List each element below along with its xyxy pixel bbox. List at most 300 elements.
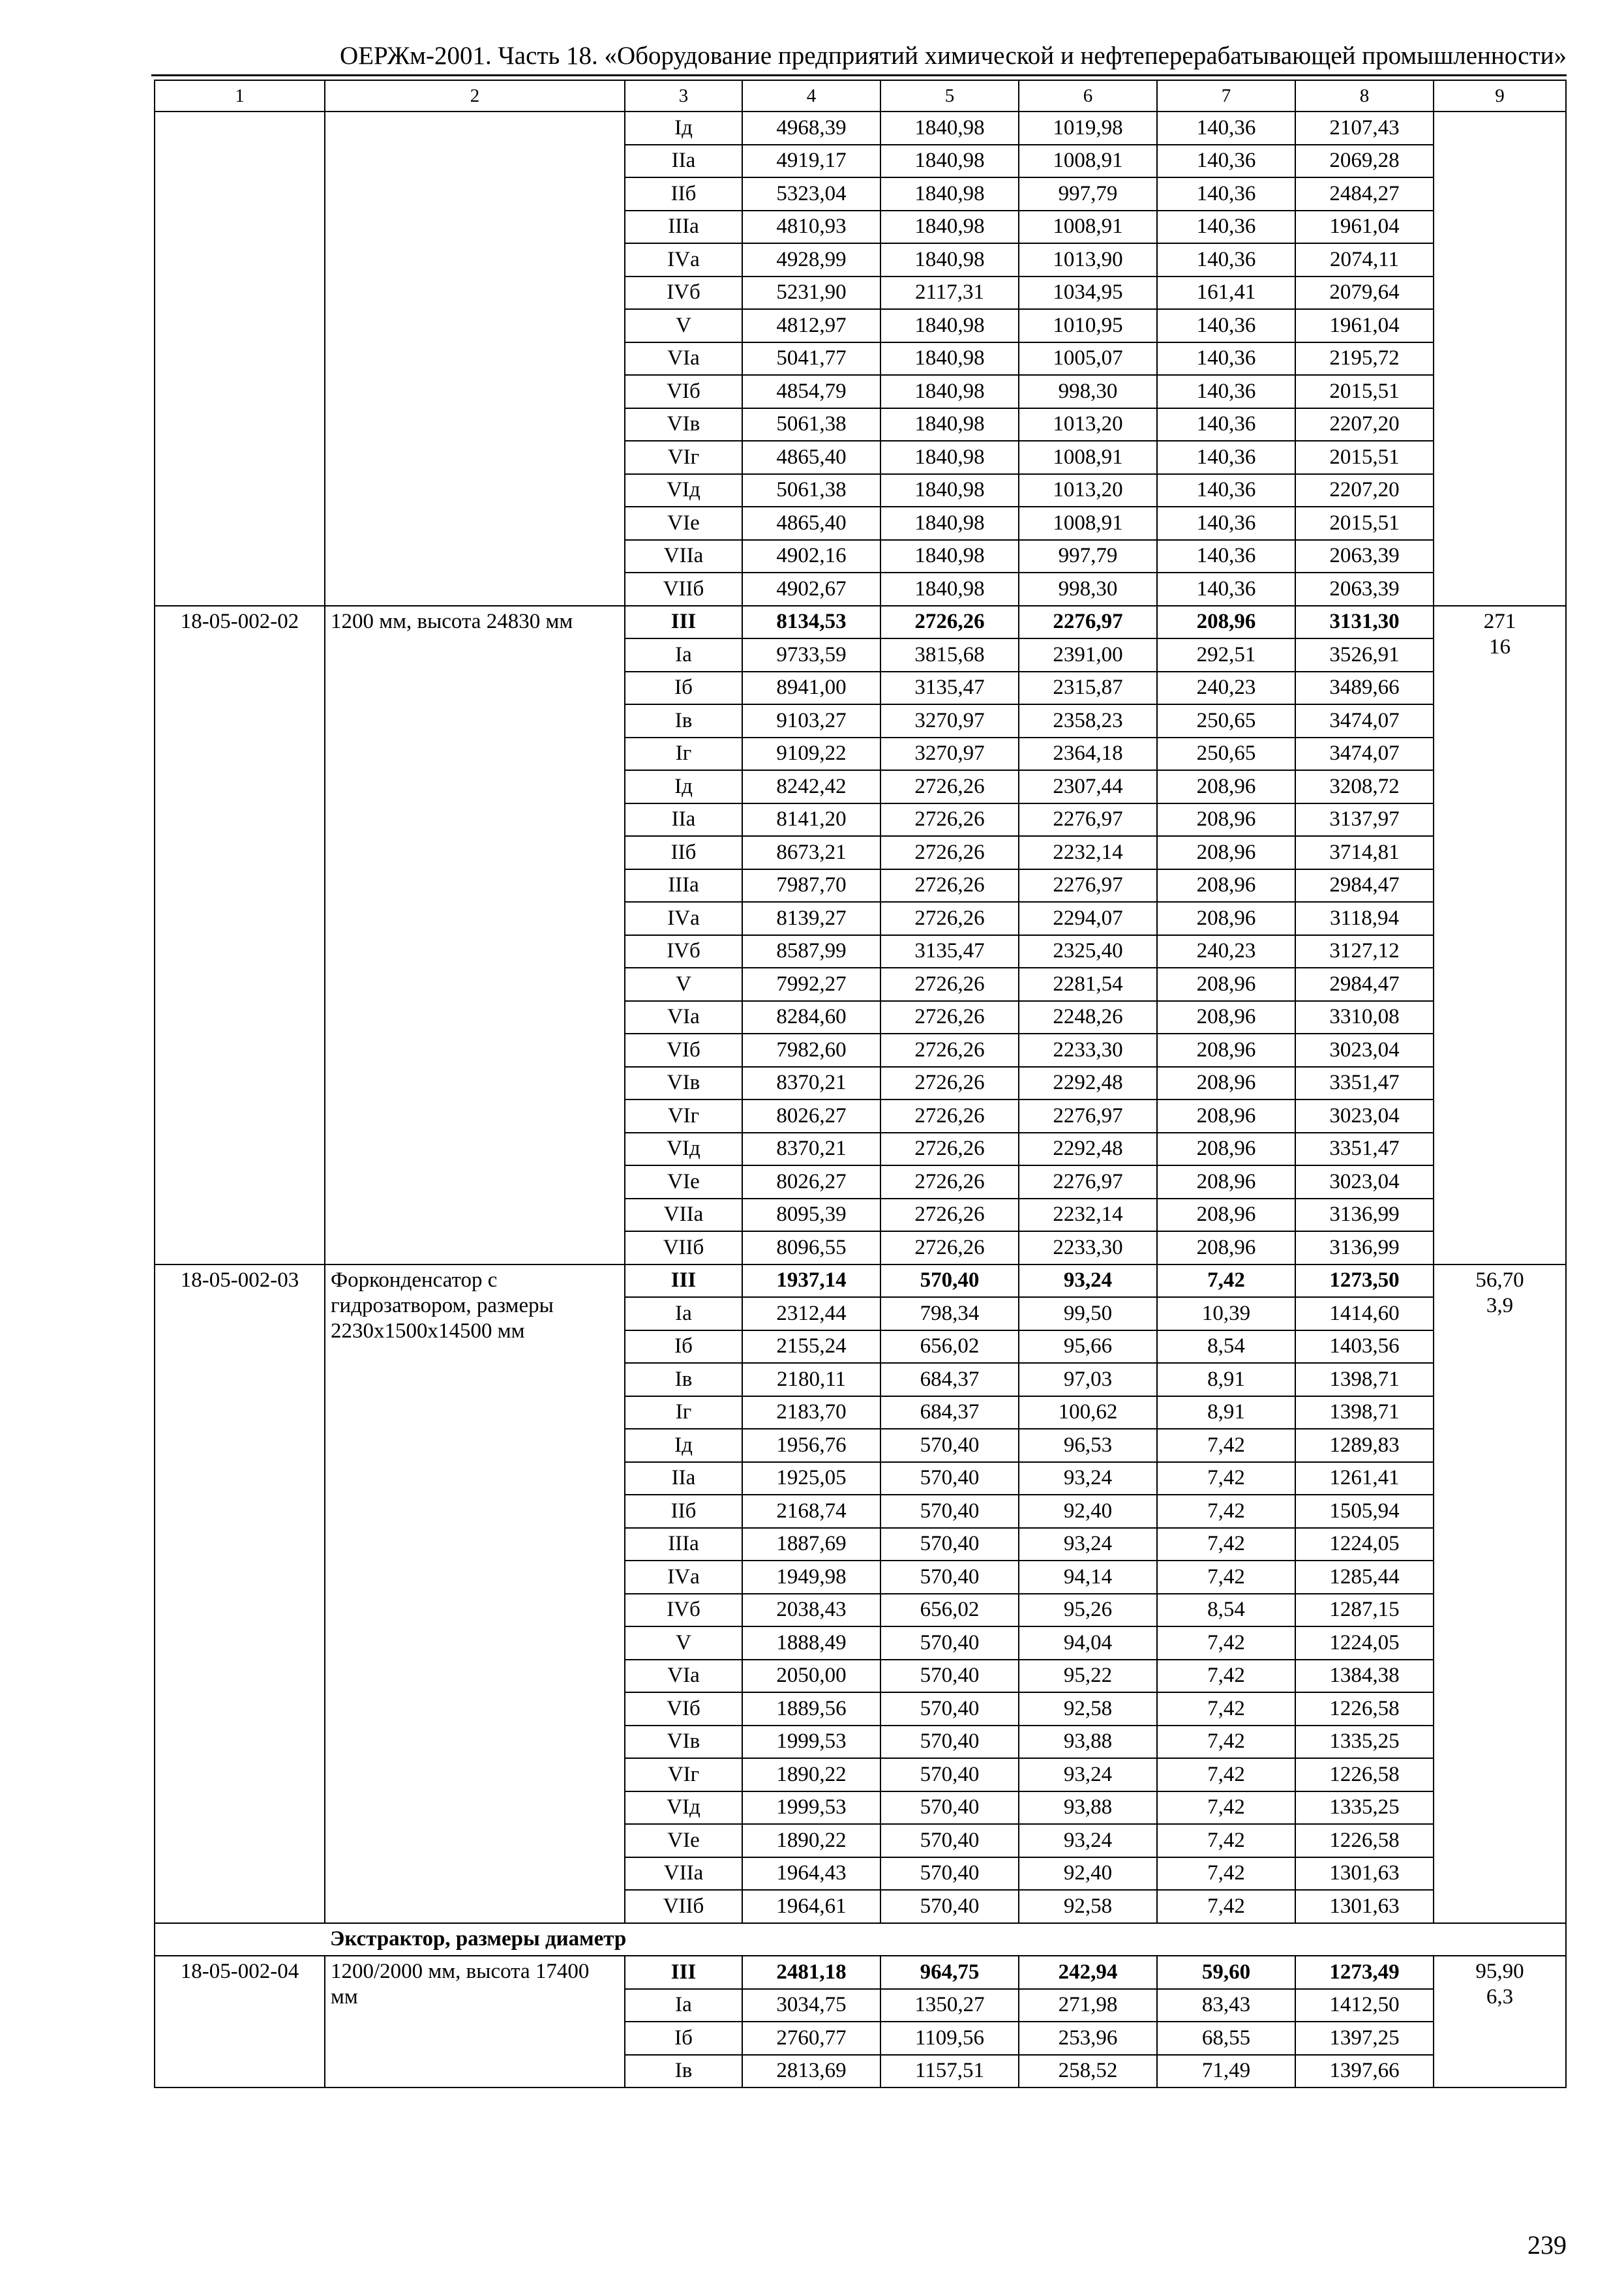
- value-cell: 1013,20: [1019, 408, 1157, 441]
- zone-cell: IIб: [625, 177, 742, 211]
- value-cell: 93,24: [1019, 1528, 1157, 1561]
- value-cell: 1840,98: [880, 145, 1019, 178]
- value-cell: 1403,56: [1295, 1330, 1434, 1364]
- value-cell: 2276,97: [1019, 869, 1157, 903]
- value-cell: 1840,98: [880, 112, 1019, 145]
- zone-cell: VIе: [625, 507, 742, 540]
- value-cell: 9733,59: [742, 638, 880, 672]
- zone-cell: VIа: [625, 1001, 742, 1034]
- zone-cell: VIIб: [625, 1231, 742, 1264]
- value-cell: 208,96: [1157, 1199, 1295, 1232]
- section-title: Экстрактор, размеры диаметр: [325, 1923, 1566, 1956]
- page-number: 239: [1527, 2230, 1567, 2260]
- value-cell: 2117,31: [880, 277, 1019, 310]
- value-cell: 161,41: [1157, 277, 1295, 310]
- col9-value: 3,9: [1486, 1293, 1514, 1317]
- value-cell: 2481,18: [742, 1956, 880, 1989]
- value-cell: 2726,26: [880, 869, 1019, 903]
- value-cell: 1224,05: [1295, 1528, 1434, 1561]
- value-cell: 3270,97: [880, 738, 1019, 771]
- value-cell: 1961,04: [1295, 309, 1434, 342]
- value-cell: 8673,21: [742, 836, 880, 869]
- value-cell: 1840,98: [880, 342, 1019, 376]
- value-cell: 2207,20: [1295, 474, 1434, 507]
- value-cell: 997,79: [1019, 177, 1157, 211]
- value-cell: 7,42: [1157, 1528, 1295, 1561]
- value-cell: 208,96: [1157, 902, 1295, 935]
- value-cell: 1008,91: [1019, 441, 1157, 474]
- value-cell: 4812,97: [742, 309, 880, 342]
- value-cell: 3127,12: [1295, 935, 1434, 968]
- value-cell: 1008,91: [1019, 145, 1157, 178]
- value-cell: 1890,22: [742, 1758, 880, 1791]
- zone-cell: IIIа: [625, 211, 742, 244]
- value-cell: 1384,38: [1295, 1660, 1434, 1693]
- value-cell: 94,14: [1019, 1561, 1157, 1594]
- table-row: [155, 1264, 1566, 1298]
- value-cell: 2307,44: [1019, 770, 1157, 803]
- value-cell: 59,60: [1157, 1956, 1295, 1989]
- value-cell: 208,96: [1157, 1067, 1295, 1100]
- zone-cell: V: [625, 1626, 742, 1660]
- value-cell: 4928,99: [742, 243, 880, 277]
- zone-cell: Iв: [625, 704, 742, 738]
- value-cell: 2207,20: [1295, 408, 1434, 441]
- value-cell: 2813,69: [742, 2055, 880, 2088]
- zone-cell: IIа: [625, 1462, 742, 1495]
- col9-cell: [1434, 1956, 1566, 2087]
- table-row: [155, 1956, 1566, 1989]
- zone-cell: VIд: [625, 1791, 742, 1825]
- zone-cell: IVб: [625, 277, 742, 310]
- value-cell: 998,30: [1019, 375, 1157, 408]
- value-cell: 1414,60: [1295, 1297, 1434, 1330]
- value-cell: 140,36: [1157, 540, 1295, 573]
- value-cell: 8095,39: [742, 1199, 880, 1232]
- value-cell: 7,42: [1157, 1758, 1295, 1791]
- value-cell: 1956,76: [742, 1429, 880, 1462]
- value-cell: 1999,53: [742, 1726, 880, 1759]
- value-cell: 10,39: [1157, 1297, 1295, 1330]
- value-cell: 8,54: [1157, 1594, 1295, 1627]
- value-cell: 2069,28: [1295, 145, 1434, 178]
- zone-cell: IVб: [625, 935, 742, 968]
- value-cell: 570,40: [880, 1561, 1019, 1594]
- value-cell: 208,96: [1157, 869, 1295, 903]
- zone-cell: VIIа: [625, 1857, 742, 1891]
- section-row: [155, 1923, 1566, 1956]
- value-cell: 3351,47: [1295, 1133, 1434, 1166]
- value-cell: 570,40: [880, 1791, 1019, 1825]
- value-cell: 2325,40: [1019, 935, 1157, 968]
- value-cell: 1887,69: [742, 1528, 880, 1561]
- value-cell: 1109,56: [880, 2022, 1019, 2055]
- value-cell: 1398,71: [1295, 1396, 1434, 1429]
- value-cell: 7,42: [1157, 1692, 1295, 1726]
- value-cell: 93,88: [1019, 1791, 1157, 1825]
- value-cell: 1999,53: [742, 1791, 880, 1825]
- value-cell: 208,96: [1157, 1100, 1295, 1133]
- value-cell: 140,36: [1157, 145, 1295, 178]
- col9-value: 56,70: [1475, 1268, 1524, 1292]
- value-cell: 140,36: [1157, 441, 1295, 474]
- value-cell: 1157,51: [880, 2055, 1019, 2088]
- zone-cell: IIб: [625, 836, 742, 869]
- value-cell: 9103,27: [742, 704, 880, 738]
- value-cell: 1412,50: [1295, 1989, 1434, 2022]
- running-header: ОЕРЖм-2001. Часть 18. «Оборудование предприятий химической и нефтеперерабатывающей промышленности»: [340, 42, 1567, 70]
- value-cell: 2074,11: [1295, 243, 1434, 277]
- value-cell: 2364,18: [1019, 738, 1157, 771]
- zone-cell: Iд: [625, 770, 742, 803]
- value-cell: 100,62: [1019, 1396, 1157, 1429]
- value-cell: 2391,00: [1019, 638, 1157, 672]
- value-cell: 140,36: [1157, 507, 1295, 540]
- value-cell: 3135,47: [880, 935, 1019, 968]
- zone-cell: VIг: [625, 1758, 742, 1791]
- value-cell: 92,58: [1019, 1890, 1157, 1923]
- value-cell: 242,94: [1019, 1956, 1157, 1989]
- value-cell: 3137,97: [1295, 803, 1434, 837]
- value-cell: 1013,90: [1019, 243, 1157, 277]
- value-cell: 140,36: [1157, 177, 1295, 211]
- zone-cell: VIв: [625, 408, 742, 441]
- value-cell: 8026,27: [742, 1165, 880, 1199]
- value-cell: 2315,87: [1019, 672, 1157, 705]
- zone-cell: V: [625, 968, 742, 1001]
- col9-value: 271: [1483, 609, 1516, 633]
- value-cell: 208,96: [1157, 836, 1295, 869]
- value-cell: 2107,43: [1295, 112, 1434, 145]
- value-cell: 93,24: [1019, 1462, 1157, 1495]
- value-cell: 2726,26: [880, 1199, 1019, 1232]
- zone-cell: VIв: [625, 1067, 742, 1100]
- value-cell: 7,42: [1157, 1660, 1295, 1693]
- item-name: 1200 мм, высота 24830 мм: [325, 606, 625, 1264]
- value-cell: 140,36: [1157, 309, 1295, 342]
- value-cell: 4902,16: [742, 540, 880, 573]
- zone-cell: VIе: [625, 1165, 742, 1199]
- value-cell: 1273,49: [1295, 1956, 1434, 1989]
- value-cell: 253,96: [1019, 2022, 1157, 2055]
- zone-cell: Iб: [625, 672, 742, 705]
- value-cell: 250,65: [1157, 738, 1295, 771]
- value-cell: 3023,04: [1295, 1165, 1434, 1199]
- value-cell: 93,88: [1019, 1726, 1157, 1759]
- value-cell: 1019,98: [1019, 112, 1157, 145]
- value-cell: 5231,90: [742, 277, 880, 310]
- value-cell: 7,42: [1157, 1857, 1295, 1891]
- value-cell: 2168,74: [742, 1495, 880, 1528]
- col9-cell: [1434, 112, 1566, 606]
- zone-cell: IIIа: [625, 1528, 742, 1561]
- value-cell: 68,55: [1157, 2022, 1295, 2055]
- value-cell: 570,40: [880, 1660, 1019, 1693]
- value-cell: 1226,58: [1295, 1758, 1434, 1791]
- value-cell: 570,40: [880, 1429, 1019, 1462]
- value-cell: 258,52: [1019, 2055, 1157, 2088]
- value-cell: 8370,21: [742, 1133, 880, 1166]
- value-cell: 140,36: [1157, 342, 1295, 376]
- value-cell: 7992,27: [742, 968, 880, 1001]
- value-cell: 3310,08: [1295, 1001, 1434, 1034]
- zone-cell: Iб: [625, 1330, 742, 1364]
- col9-value: 95,90: [1475, 1960, 1524, 1983]
- value-cell: 1008,91: [1019, 507, 1157, 540]
- value-cell: 2726,26: [880, 606, 1019, 639]
- value-cell: 1285,44: [1295, 1561, 1434, 1594]
- value-cell: 8096,55: [742, 1231, 880, 1264]
- value-cell: 240,23: [1157, 672, 1295, 705]
- value-cell: 2726,26: [880, 770, 1019, 803]
- value-cell: 1289,83: [1295, 1429, 1434, 1462]
- value-cell: 570,40: [880, 1495, 1019, 1528]
- value-cell: 3136,99: [1295, 1199, 1434, 1232]
- value-cell: 2050,00: [742, 1660, 880, 1693]
- value-cell: 3489,66: [1295, 672, 1434, 705]
- value-cell: 95,22: [1019, 1660, 1157, 1693]
- price-table: [154, 80, 1567, 2088]
- value-cell: 2248,26: [1019, 1001, 1157, 1034]
- column-number: 6: [1019, 80, 1157, 112]
- value-cell: 208,96: [1157, 1034, 1295, 1067]
- value-cell: 7,42: [1157, 1462, 1295, 1495]
- value-cell: 1398,71: [1295, 1363, 1434, 1396]
- value-cell: 7,42: [1157, 1495, 1295, 1528]
- value-cell: 570,40: [880, 1857, 1019, 1891]
- zone-cell: Iв: [625, 2055, 742, 2088]
- item-code: 18-05-002-03: [155, 1264, 325, 1923]
- value-cell: 71,49: [1157, 2055, 1295, 2088]
- zone-cell: IIа: [625, 145, 742, 178]
- value-cell: 1397,25: [1295, 2022, 1434, 2055]
- value-cell: 4854,79: [742, 375, 880, 408]
- value-cell: 208,96: [1157, 803, 1295, 837]
- zone-cell: VIд: [625, 474, 742, 507]
- value-cell: 4902,67: [742, 573, 880, 606]
- value-cell: 7,42: [1157, 1561, 1295, 1594]
- value-cell: 7987,70: [742, 869, 880, 903]
- value-cell: 5041,77: [742, 342, 880, 376]
- value-cell: 1890,22: [742, 1824, 880, 1857]
- zone-cell: VIг: [625, 1100, 742, 1133]
- value-cell: 1301,63: [1295, 1890, 1434, 1923]
- value-cell: 2312,44: [742, 1297, 880, 1330]
- value-cell: 3815,68: [880, 638, 1019, 672]
- zone-cell: IVб: [625, 1594, 742, 1627]
- value-cell: 2232,14: [1019, 1199, 1157, 1232]
- zone-cell: Iа: [625, 1297, 742, 1330]
- value-cell: 2232,14: [1019, 836, 1157, 869]
- zone-cell: VIг: [625, 441, 742, 474]
- value-cell: 570,40: [880, 1890, 1019, 1923]
- value-cell: 2760,77: [742, 2022, 880, 2055]
- value-cell: 3208,72: [1295, 770, 1434, 803]
- value-cell: 1888,49: [742, 1626, 880, 1660]
- value-cell: 3136,99: [1295, 1231, 1434, 1264]
- value-cell: 1925,05: [742, 1462, 880, 1495]
- header-rule: [151, 74, 1567, 76]
- value-cell: 3034,75: [742, 1989, 880, 2022]
- value-cell: 1505,94: [1295, 1495, 1434, 1528]
- value-cell: 2281,54: [1019, 968, 1157, 1001]
- value-cell: 2726,26: [880, 803, 1019, 837]
- zone-cell: Iа: [625, 638, 742, 672]
- value-cell: 1224,05: [1295, 1626, 1434, 1660]
- value-cell: 1840,98: [880, 474, 1019, 507]
- value-cell: 4865,40: [742, 507, 880, 540]
- value-cell: 1273,50: [1295, 1264, 1434, 1298]
- value-cell: 8,54: [1157, 1330, 1295, 1364]
- column-number: 8: [1295, 80, 1434, 112]
- value-cell: 208,96: [1157, 1133, 1295, 1166]
- table-row: [155, 606, 1566, 639]
- section-spacer: [155, 1923, 325, 1956]
- value-cell: 3023,04: [1295, 1100, 1434, 1133]
- value-cell: 8587,99: [742, 935, 880, 968]
- value-cell: 1840,98: [880, 441, 1019, 474]
- value-cell: 92,40: [1019, 1495, 1157, 1528]
- value-cell: 2726,26: [880, 1034, 1019, 1067]
- value-cell: 2183,70: [742, 1396, 880, 1429]
- zone-cell: Iб: [625, 2022, 742, 2055]
- value-cell: 1840,98: [880, 211, 1019, 244]
- value-cell: 3118,94: [1295, 902, 1434, 935]
- value-cell: 1287,15: [1295, 1594, 1434, 1627]
- value-cell: 2233,30: [1019, 1231, 1157, 1264]
- value-cell: 93,24: [1019, 1758, 1157, 1791]
- value-cell: 2726,26: [880, 1001, 1019, 1034]
- value-cell: 140,36: [1157, 243, 1295, 277]
- col9-cell: [1434, 1264, 1566, 1923]
- value-cell: 1949,98: [742, 1561, 880, 1594]
- value-cell: 2015,51: [1295, 375, 1434, 408]
- column-numbers-row: [155, 80, 1566, 112]
- value-cell: 8242,42: [742, 770, 880, 803]
- column-number: 7: [1157, 80, 1295, 112]
- value-cell: 1964,61: [742, 1890, 880, 1923]
- value-cell: 2233,30: [1019, 1034, 1157, 1067]
- value-cell: 570,40: [880, 1528, 1019, 1561]
- value-cell: 140,36: [1157, 375, 1295, 408]
- zone-cell: Iг: [625, 738, 742, 771]
- value-cell: 2063,39: [1295, 573, 1434, 606]
- value-cell: 7982,60: [742, 1034, 880, 1067]
- value-cell: 7,42: [1157, 1791, 1295, 1825]
- value-cell: 8134,53: [742, 606, 880, 639]
- col9-value: 16: [1489, 635, 1511, 659]
- zone-cell: IIIа: [625, 869, 742, 903]
- column-number: 1: [155, 80, 325, 112]
- zone-cell: IVа: [625, 1561, 742, 1594]
- value-cell: 208,96: [1157, 968, 1295, 1001]
- value-cell: 2063,39: [1295, 540, 1434, 573]
- value-cell: 2276,97: [1019, 606, 1157, 639]
- zone-cell: Iа: [625, 1989, 742, 2022]
- value-cell: 5061,38: [742, 474, 880, 507]
- zone-cell: V: [625, 309, 742, 342]
- value-cell: 2726,26: [880, 836, 1019, 869]
- value-cell: 4968,39: [742, 112, 880, 145]
- value-cell: 7,42: [1157, 1626, 1295, 1660]
- value-cell: 2484,27: [1295, 177, 1434, 211]
- value-cell: 3714,81: [1295, 836, 1434, 869]
- value-cell: 2726,26: [880, 968, 1019, 1001]
- zone-cell: Iд: [625, 112, 742, 145]
- table-row: [155, 112, 1566, 145]
- value-cell: 2276,97: [1019, 1100, 1157, 1133]
- value-cell: 1005,07: [1019, 342, 1157, 376]
- value-cell: 271,98: [1019, 1989, 1157, 2022]
- item-code: [155, 112, 325, 606]
- value-cell: 2294,07: [1019, 902, 1157, 935]
- value-cell: 5323,04: [742, 177, 880, 211]
- value-cell: 798,34: [880, 1297, 1019, 1330]
- zone-cell: III: [625, 1264, 742, 1298]
- value-cell: 95,66: [1019, 1330, 1157, 1364]
- value-cell: 7,42: [1157, 1726, 1295, 1759]
- value-cell: 570,40: [880, 1758, 1019, 1791]
- column-number: 2: [325, 80, 625, 112]
- value-cell: 2726,26: [880, 1231, 1019, 1264]
- zone-cell: VIIб: [625, 573, 742, 606]
- value-cell: 3351,47: [1295, 1067, 1434, 1100]
- value-cell: 2292,48: [1019, 1067, 1157, 1100]
- value-cell: 208,96: [1157, 1165, 1295, 1199]
- zone-cell: VIIа: [625, 540, 742, 573]
- value-cell: 8139,27: [742, 902, 880, 935]
- value-cell: 570,40: [880, 1692, 1019, 1726]
- value-cell: 94,04: [1019, 1626, 1157, 1660]
- value-cell: 3474,07: [1295, 704, 1434, 738]
- value-cell: 208,96: [1157, 1001, 1295, 1034]
- item-code: 18-05-002-04: [155, 1956, 325, 2087]
- value-cell: 2155,24: [742, 1330, 880, 1364]
- value-cell: 2726,26: [880, 1067, 1019, 1100]
- value-cell: 8941,00: [742, 672, 880, 705]
- zone-cell: Iв: [625, 1363, 742, 1396]
- value-cell: 656,02: [880, 1594, 1019, 1627]
- value-cell: 2015,51: [1295, 507, 1434, 540]
- zone-cell: VIв: [625, 1726, 742, 1759]
- value-cell: 8370,21: [742, 1067, 880, 1100]
- zone-cell: VIIб: [625, 1890, 742, 1923]
- value-cell: 570,40: [880, 1824, 1019, 1857]
- value-cell: 7,42: [1157, 1429, 1295, 1462]
- value-cell: 964,75: [880, 1956, 1019, 1989]
- value-cell: 2726,26: [880, 1165, 1019, 1199]
- value-cell: 2276,97: [1019, 1165, 1157, 1199]
- value-cell: 2038,43: [742, 1594, 880, 1627]
- value-cell: 1840,98: [880, 507, 1019, 540]
- item-name: Форконденсатор с гидрозатвором, размеры 2230х1500х14500 мм: [325, 1264, 625, 1923]
- value-cell: 140,36: [1157, 573, 1295, 606]
- zone-cell: VIб: [625, 1034, 742, 1067]
- value-cell: 1226,58: [1295, 1824, 1434, 1857]
- col9-cell: [1434, 606, 1566, 1264]
- value-cell: 570,40: [880, 1462, 1019, 1495]
- value-cell: 570,40: [880, 1626, 1019, 1660]
- value-cell: 7,42: [1157, 1264, 1295, 1298]
- value-cell: 3023,04: [1295, 1034, 1434, 1067]
- value-cell: 4919,17: [742, 145, 880, 178]
- value-cell: 2079,64: [1295, 277, 1434, 310]
- zone-cell: VIе: [625, 1824, 742, 1857]
- value-cell: 250,65: [1157, 704, 1295, 738]
- value-cell: 2984,47: [1295, 968, 1434, 1001]
- value-cell: 684,37: [880, 1363, 1019, 1396]
- value-cell: 2984,47: [1295, 869, 1434, 903]
